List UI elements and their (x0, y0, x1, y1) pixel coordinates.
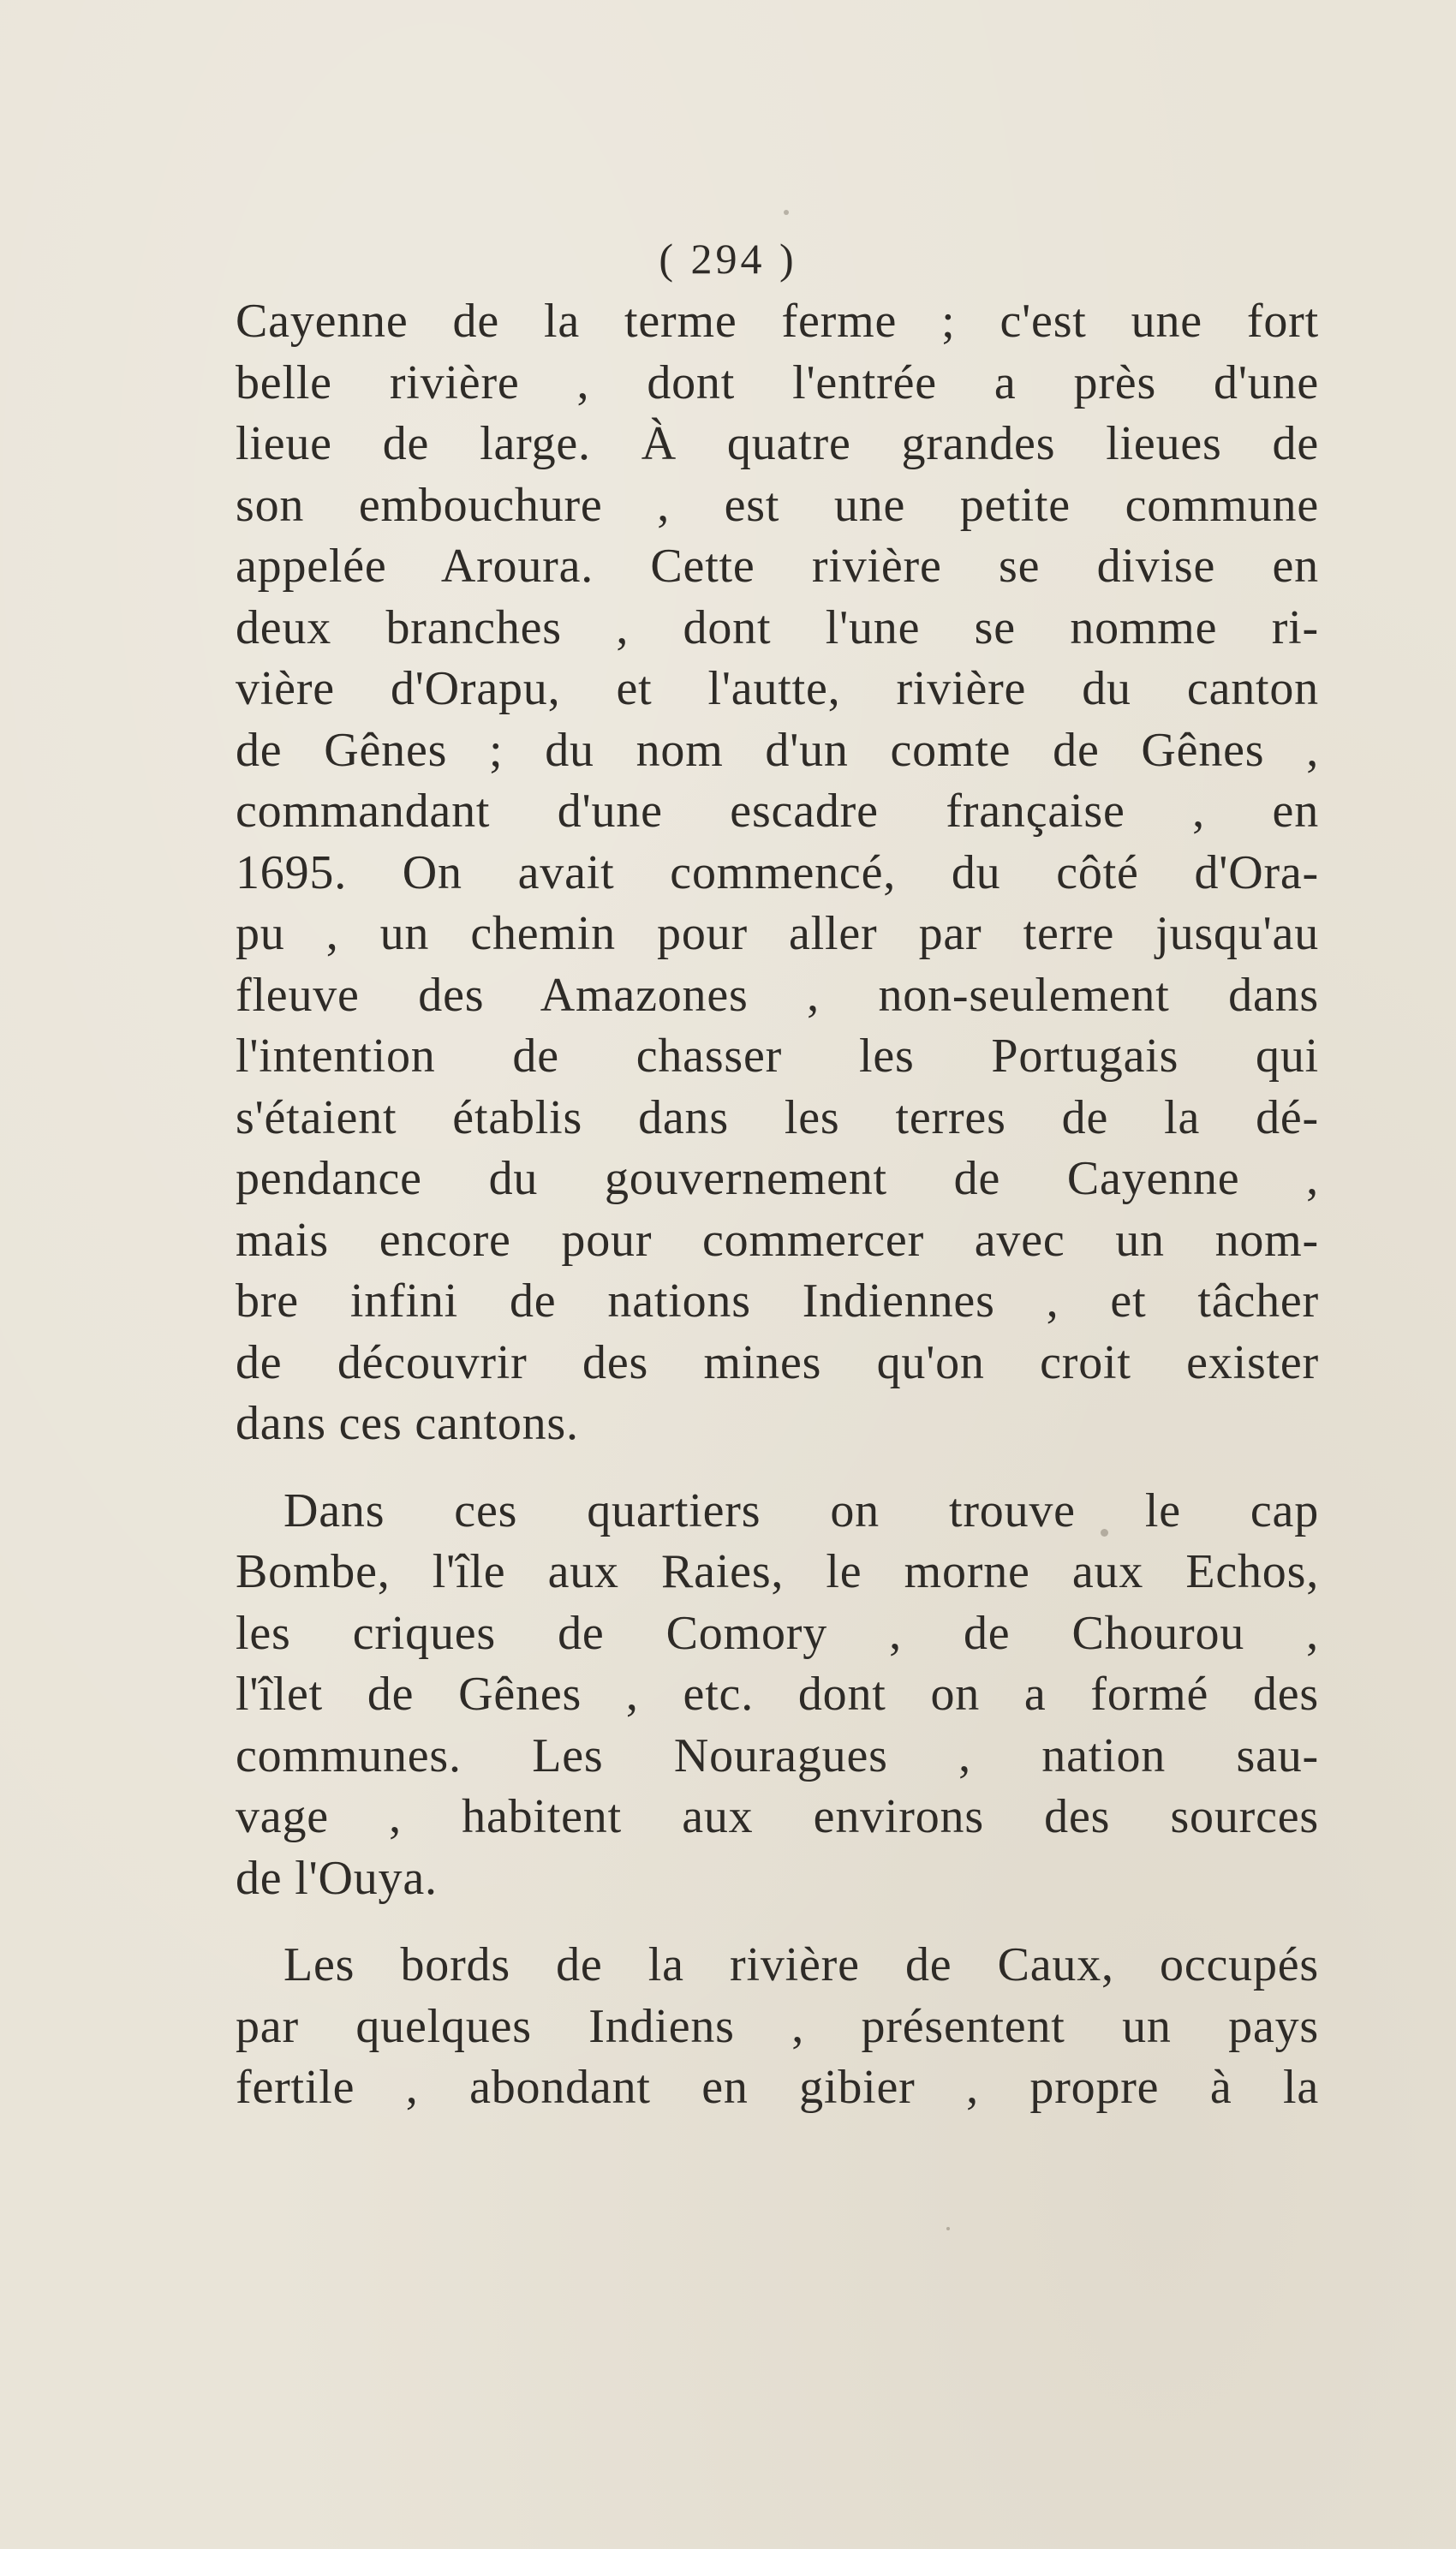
text-line: Les bords de la rivière de Caux, occupés (283, 1938, 1319, 1991)
text-line: de Gênes ; du nom d'un comte de Gênes , (236, 723, 1319, 777)
page-body (236, 291, 1319, 2119)
text-line: Bombe, l'île aux Raies, le morne aux Echos, (236, 1545, 1319, 1598)
paragraph-gap (236, 1909, 1319, 1935)
text-line: fleuve des Amazones , non-seulement dans (236, 968, 1319, 1022)
paragraph-gap (236, 1455, 1319, 1481)
text-line: de l'Ouya. (236, 1851, 438, 1905)
text-line: pendance du gouvernement de Cayenne , (236, 1152, 1319, 1205)
text-line: vière d'Orapu, et l'autte, rivière du canton (236, 662, 1319, 715)
text-line: de découvrir des mines qu'on croit exister (236, 1335, 1319, 1389)
text-line: mais encore pour commercer avec un nom- (236, 1213, 1319, 1267)
text-line: l'intention de chasser les Portugais qui (236, 1030, 1319, 1083)
paper-speck (784, 210, 789, 215)
text-line: belle rivière , dont l'entrée a près d'une (236, 355, 1319, 409)
text-line: lieue de large. À quatre grandes lieues de (236, 417, 1319, 470)
text-line: l'îlet de Gênes , etc. dont on a formé des (236, 1668, 1319, 1721)
page-number-header: ( 294 ) (659, 235, 797, 283)
paragraph-2 (236, 1481, 1319, 1910)
text-line: appelée Aroura. Cette rivière se divise en (236, 540, 1319, 593)
paper-speck (946, 2227, 950, 2230)
text-line: communes. Les Nouragues , nation sau- (236, 1728, 1319, 1782)
paragraph-3 (236, 1935, 1319, 2119)
text-line: fertile , abondant en gibier , propre à la (236, 2061, 1319, 2114)
text-line: dans ces cantons. (236, 1397, 579, 1450)
text-line: commandant d'une escadre française , en (236, 785, 1319, 838)
text-line: par quelques Indiens , présentent un pays (236, 1999, 1319, 2053)
text-line: bre infini de nations Indiennes , et tâcher (236, 1274, 1319, 1328)
text-line: les criques de Comory , de Chourou , (236, 1606, 1319, 1660)
text-line: s'étaient établis dans les terres de la dé- (236, 1090, 1319, 1144)
text-line: Cayenne de la terme ferme ; c'est une fort (236, 295, 1319, 348)
text-line: Dans ces quartiers on trouve le cap (283, 1483, 1319, 1537)
text-line: son embouchure , est une petite commune (236, 478, 1319, 532)
text-line: vage , habitent aux environs des sources (236, 1790, 1319, 1843)
text-line: deux branches , dont l'une se nomme ri- (236, 600, 1319, 654)
text-line: pu , un chemin pour aller par terre jusqu'au (236, 907, 1319, 960)
paragraph-1 (236, 291, 1319, 1455)
paper-speck (1101, 1529, 1108, 1537)
text-line: 1695. On avait commencé, du côté d'Ora- (236, 845, 1319, 899)
